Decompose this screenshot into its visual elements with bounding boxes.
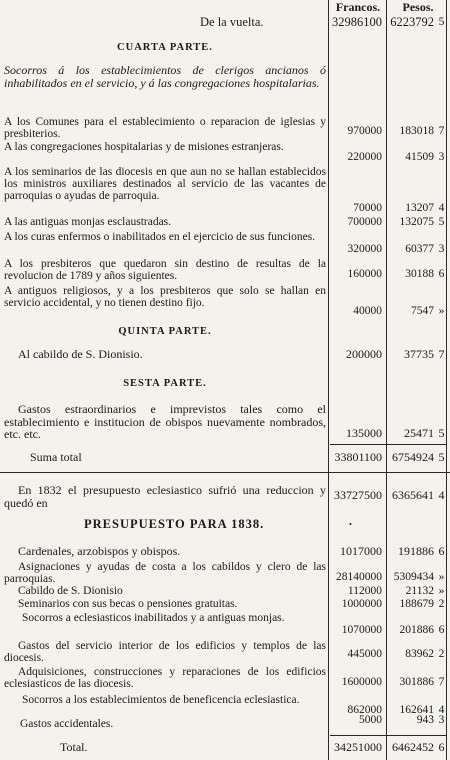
item-text: Cabildo de S. Dionisio — [18, 585, 123, 597]
pesos-value: 201886 — [399, 624, 434, 636]
cents-value: 6 — [438, 624, 445, 636]
cents-value: 3 — [438, 243, 445, 255]
pesos-value: 7547 — [411, 305, 434, 317]
cents-value: 5 — [438, 426, 445, 440]
francos-value: 1600000 — [341, 676, 382, 688]
francos-value: 135000 — [346, 426, 382, 440]
column-rule — [328, 0, 329, 760]
item-text: Adquisiciones, construcciones y reparaciones de los edificios eclesiasticos de las diocesis. — [4, 666, 326, 690]
pesos-value: 37735 — [404, 347, 434, 361]
francos-header: Francos. — [335, 0, 381, 14]
cents-value: 5 — [438, 450, 445, 464]
cents-value: 4 — [438, 704, 445, 716]
cents-value: 4 — [438, 488, 445, 502]
francos-value: 970000 — [347, 125, 382, 137]
cents-value: » — [438, 585, 445, 597]
pesos-value: 6365641 — [392, 488, 434, 502]
cuarta-heading: CUARTA PARTE. — [117, 42, 213, 53]
francos-value: 220000 — [347, 151, 382, 163]
column-rule — [386, 0, 387, 760]
item-text: Al cabildo de S. Dionisio. — [18, 347, 143, 361]
francos-value: 862000 — [347, 704, 382, 716]
francos-value: 33727500 — [334, 488, 382, 502]
item-text: Socorros a los establecimientos de beneficencia eclesiastica. — [22, 694, 300, 706]
item-text: A los Comunes para el establecimiento o reparacion de iglesias y presbiterios. — [4, 116, 326, 140]
item-text: A los seminarios de las diocesis en que aun no se hallan establecidos los ministros auxiliares destinados al servicio de las vacantes de parroquias o ayudas de parroquia. — [4, 166, 326, 202]
carry-label: De la vuelta. — [200, 15, 264, 29]
total-label: Total. — [60, 740, 88, 754]
item-text: Asignaciones y ayudas de costa a los cabildos y clero de las parroquias. — [4, 561, 326, 585]
pesos-value: 41509 — [405, 151, 434, 163]
pesos-value: 188679 — [399, 598, 434, 610]
item-text: Seminarios con sus becas o pensiones gratuitas. — [18, 598, 238, 610]
francos-value: 445000 — [347, 648, 382, 660]
pesos-value: 30188 — [405, 268, 434, 280]
cents-value: 7 — [438, 676, 445, 688]
pesos-header: Pesos. — [402, 0, 434, 14]
cents-value: 7 — [438, 347, 445, 361]
cents-value: 6 — [438, 268, 445, 280]
pesos-value: 83962 — [405, 648, 434, 660]
francos-value: 5000 — [359, 714, 382, 726]
cents-value: 5 — [438, 216, 445, 228]
cuarta-intro: Socorros á los establecimientos de clerigos ancianos ó inhabilitados en el servicio, y á las congregaciones hospitalarias. — [4, 63, 326, 90]
p1838-heading: PRESUPUESTO PARA 1838. — [84, 517, 265, 531]
pesos-value: 301886 — [399, 676, 434, 688]
francos-value: 700000 — [347, 216, 382, 228]
francos-value: 33801100 — [334, 450, 382, 464]
quinta-heading: QUINTA PARTE. — [118, 326, 212, 337]
item-text: Gastos estraordinarios e imprevistos tales como el establecimiento e institucion de obispos nuevamente nombrados, etc. etc. — [4, 402, 326, 441]
pesos-value: 6462452 — [392, 740, 434, 754]
pesos-value: 191886 — [398, 544, 434, 558]
pesos-value: 183018 — [399, 125, 434, 137]
cents-value: 6 — [438, 740, 445, 754]
francos-value: 1017000 — [340, 544, 382, 558]
reduction-text: En 1832 el presupuesto eclesiastico sufrió una reduccion y quedó en — [4, 483, 326, 510]
pesos-value: 132075 — [399, 216, 434, 228]
francos-value: 40000 — [353, 305, 382, 317]
francos-value: 1000000 — [341, 598, 382, 610]
cents-value: 2 — [438, 648, 445, 660]
cents-value: 3 — [438, 151, 445, 163]
cents-value: 4 — [438, 202, 445, 214]
total-rule — [330, 444, 446, 445]
total-rule — [330, 735, 446, 736]
francos-value: 200000 — [346, 347, 382, 361]
item-text: Socorros a eclesiasticos inabilitados y a antiguas monjas. — [22, 612, 285, 624]
sexta-heading: SESTA PARTE. — [123, 378, 207, 389]
item-text: Cardenales, arzobispos y obispos. — [18, 544, 181, 558]
pesos-value: 5309434 — [393, 571, 434, 583]
cents-value: » — [438, 571, 445, 583]
francos-value: 160000 — [347, 268, 382, 280]
pesos-value: 943 — [416, 714, 434, 726]
cents-value: 2 — [438, 598, 445, 610]
pesos-value: 6223792 — [390, 15, 434, 29]
francos-value: 34251000 — [334, 740, 382, 754]
cents-value: 6 — [438, 544, 445, 558]
cents-value: 7 — [438, 125, 445, 137]
cents-value: 3 — [438, 714, 445, 726]
dot-mark: · — [348, 517, 354, 531]
francos-value: 28140000 — [336, 571, 382, 583]
francos-value: 112000 — [347, 585, 382, 597]
cents-value: » — [438, 305, 445, 317]
item-text: A los curas enfermos o inabilitados en el ejercicio de sus funciones. — [4, 231, 316, 243]
column-rule — [446, 0, 447, 760]
francos-value: 1070000 — [341, 624, 382, 636]
divider — [0, 472, 450, 473]
item-text: A las congregaciones hospitalarias y de misiones estranjeras. — [4, 141, 284, 153]
francos-value: 70000 — [353, 202, 382, 214]
cents-value: 5 — [438, 16, 445, 28]
item-text: A las antiguas monjas esclaustradas. — [4, 216, 172, 228]
item-text: Gastos accidentales. — [20, 718, 114, 730]
pesos-value: 25471 — [404, 426, 434, 440]
pesos-value: 162641 — [399, 704, 434, 716]
francos-value: 320000 — [347, 243, 382, 255]
pesos-value: 60377 — [405, 243, 434, 255]
item-text: A antiguos religiosos, y a los presbiteros que solo se hallan en servicio accidental, y no tienen destino fijo. — [4, 285, 326, 309]
pesos-value: 6754924 — [392, 450, 434, 464]
pesos-value: 21132 — [405, 585, 434, 597]
sum-label: Suma total — [30, 450, 82, 464]
item-text: Gastos del servicio interior de los edificios y templos de las diocesis. — [4, 640, 326, 664]
pesos-value: 13207 — [405, 202, 434, 214]
francos-value: 32986100 — [332, 15, 382, 29]
item-text: A los presbiteros que quedaron sin destino de resultas de la revolucion de 1789 y años siguientes. — [4, 258, 326, 282]
